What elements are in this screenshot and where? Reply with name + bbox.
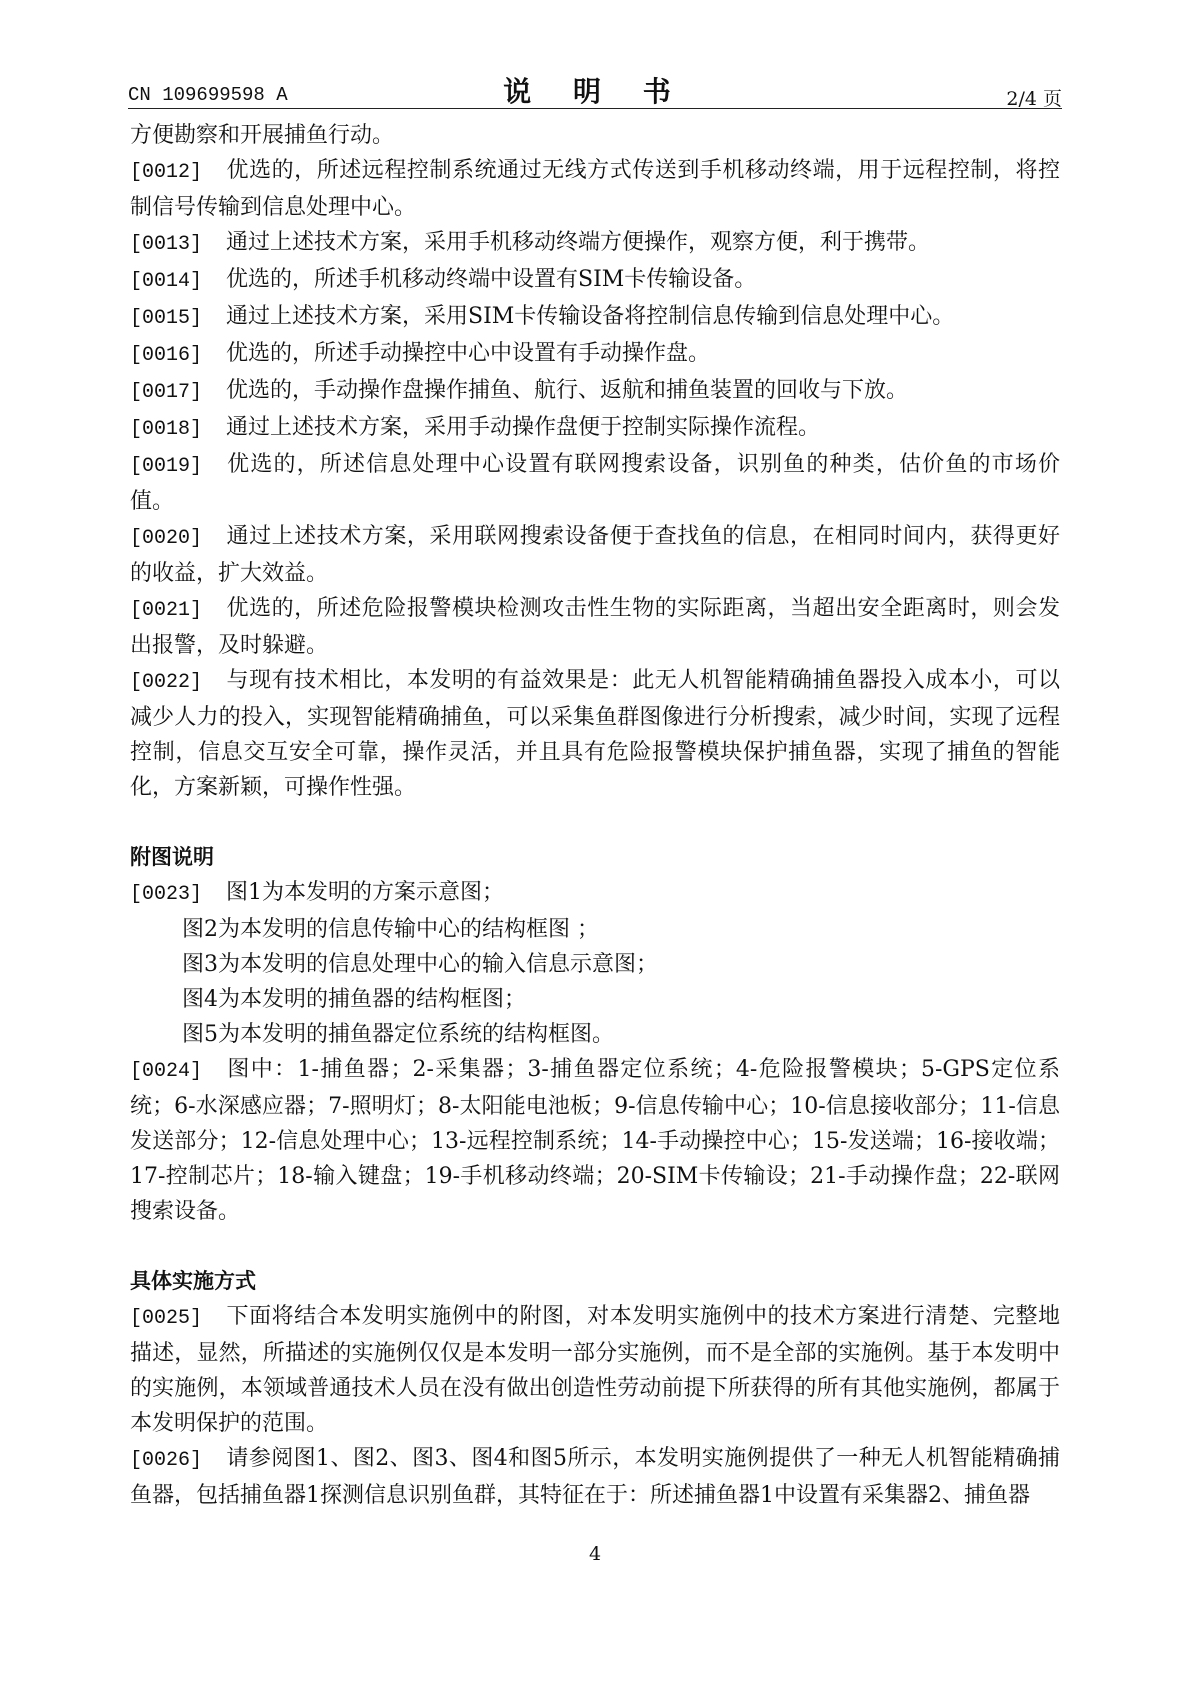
paragraph-text: 优选的，所述信息处理中心设置有联网搜索设备，识别鱼的种类，估价鱼的市场价值。 <box>130 452 1060 514</box>
document-id: CN 109699598 A <box>128 84 288 106</box>
page-count: 2/4 页 <box>1006 88 1062 110</box>
paragraph-number: [0023] <box>130 883 203 906</box>
paragraph-item <box>130 373 1060 410</box>
paragraph-number: [0021] <box>130 599 203 622</box>
paragraph-number: [0017] <box>130 381 203 404</box>
paragraph-text: 图中：1-捕鱼器；2-采集器；3-捕鱼器定位系统；4-危险报警模块；5-GPS定位系统；6-水深感应器；7-照明灯；8-太阳能电池板；9-信息传输中心；10-信息接收部分；11-信息发送部分；12-信息处理中心；13-远程控制系统；14-手动操控中心；15-发送端；16-接收端；17-控制芯片；18-输入键盘；19-手机移动终端；20-SIM卡传输设；21-手动操作盘；22-联网搜索设备。 <box>130 1057 1060 1224</box>
paragraph-number: [0019] <box>130 455 203 478</box>
paragraph-0023 <box>130 875 1060 912</box>
figure-line-2: 图2为本发明的信息传输中心的结构框图 ； <box>182 917 599 942</box>
section-heading-embodiment: 具体实施方式 <box>130 1269 256 1293</box>
paragraph-text: 优选的，所述手机移动终端中设置有SIM卡传输设备。 <box>226 267 757 292</box>
paragraph-item <box>130 118 1060 153</box>
paragraph-number: [0018] <box>130 418 203 441</box>
paragraph-text: 优选的，手动操作盘操作捕鱼、航行、返航和捕鱼装置的回收与下放。 <box>226 378 909 403</box>
paragraph-text: 图1为本发明的方案示意图； <box>226 880 504 905</box>
figure-line-5: 图5为本发明的捕鱼器定位系统的结构框图。 <box>182 1022 614 1047</box>
paragraph-text: 通过上述技术方案，采用手机移动终端方便操作，观察方便，利于携带。 <box>226 230 931 255</box>
paragraph-item <box>130 225 1060 262</box>
page-number: 4 <box>588 1543 602 1565</box>
paragraph-text: 优选的，所述手动操控中心中设置有手动操作盘。 <box>226 341 711 366</box>
paragraph-text: 通过上述技术方案，采用联网搜索设备便于查找鱼的信息，在相同时间内，获得更好的收益，扩大效益。 <box>130 524 1060 586</box>
paragraph-item <box>130 262 1060 299</box>
paragraph-0026 <box>130 1441 1060 1513</box>
figure-line-3: 图3为本发明的信息处理中心的输入信息示意图； <box>182 952 658 977</box>
paragraph-number: [0025] <box>130 1307 203 1330</box>
paragraph-number: [0016] <box>130 344 203 367</box>
paragraph-0024 <box>130 1052 1060 1229</box>
paragraph-text: 优选的，所述危险报警模块检测攻击性生物的实际距离，当超出安全距离时，则会发出报警，及时躲避。 <box>130 596 1060 658</box>
paragraph-number: [0022] <box>130 671 203 694</box>
paragraph-text: 请参阅图1、图2、图3、图4和图5所示，本发明实施例提供了一种无人机智能精确捕鱼器，包括捕鱼器1探测信息识别鱼群，其特征在于：所述捕鱼器1中设置有采集器2、捕鱼器 <box>130 1446 1060 1508</box>
paragraph-number: [0014] <box>130 270 203 293</box>
paragraph-number: [0013] <box>130 233 203 256</box>
document-title: 说 明 书 <box>503 75 687 108</box>
paragraph-text: 下面将结合本发明实施例中的附图，对本发明实施例中的技术方案进行清楚、完整地描述，显然，所描述的实施例仅仅是本发明一部分实施例，而不是全部的实施例。基于本发明中的实施例，本领域普通技术人员在没有做出创造性劳动前提下所获得的所有其他实施例，都属于本发明保护的范围。 <box>130 1304 1060 1436</box>
paragraph-number: [0020] <box>130 527 203 550</box>
paragraph-text: 优选的，所述远程控制系统通过无线方式传送到手机移动终端，用于远程控制，将控制信号传输到信息处理中心。 <box>130 158 1060 220</box>
header-rule <box>128 108 1062 109</box>
paragraph-text: 通过上述技术方案，采用手动操作盘便于控制实际操作流程。 <box>226 415 821 440</box>
section-heading-figures: 附图说明 <box>130 845 214 869</box>
page-header <box>128 70 1062 116</box>
paragraph-text: 通过上述技术方案，采用SIM卡传输设备将控制信息传输到信息处理中心。 <box>226 304 955 329</box>
paragraph-item <box>130 519 1060 591</box>
paragraph-item <box>130 410 1060 447</box>
paragraph-number: [0026] <box>130 1449 203 1472</box>
paragraph-number: [0012] <box>130 161 203 184</box>
paragraph-item <box>130 153 1060 225</box>
paragraph-list <box>130 118 1060 805</box>
paragraph-item <box>130 447 1060 519</box>
document-body <box>130 118 1060 1513</box>
paragraph-text: 方便勘察和开展捕鱼行动。 <box>130 123 395 148</box>
paragraph-number: [0024] <box>130 1060 203 1083</box>
paragraph-number: [0015] <box>130 307 203 330</box>
paragraph-item <box>130 299 1060 336</box>
paragraph-0025 <box>130 1299 1060 1441</box>
paragraph-text: 与现有技术相比，本发明的有益效果是：此无人机智能精确捕鱼器投入成本小，可以减少人力的投入，实现智能精确捕鱼，可以采集鱼群图像进行分析搜索，减少时间，实现了远程控制，信息交互安全可靠，操作灵活，并且具有危险报警模块保护捕鱼器，实现了捕鱼的智能化，方案新颖，可操作性强。 <box>130 668 1060 800</box>
figure-line-4: 图4为本发明的捕鱼器的结构框图； <box>182 987 526 1012</box>
paragraph-item <box>130 336 1060 373</box>
paragraph-item <box>130 591 1060 663</box>
paragraph-item <box>130 663 1060 805</box>
